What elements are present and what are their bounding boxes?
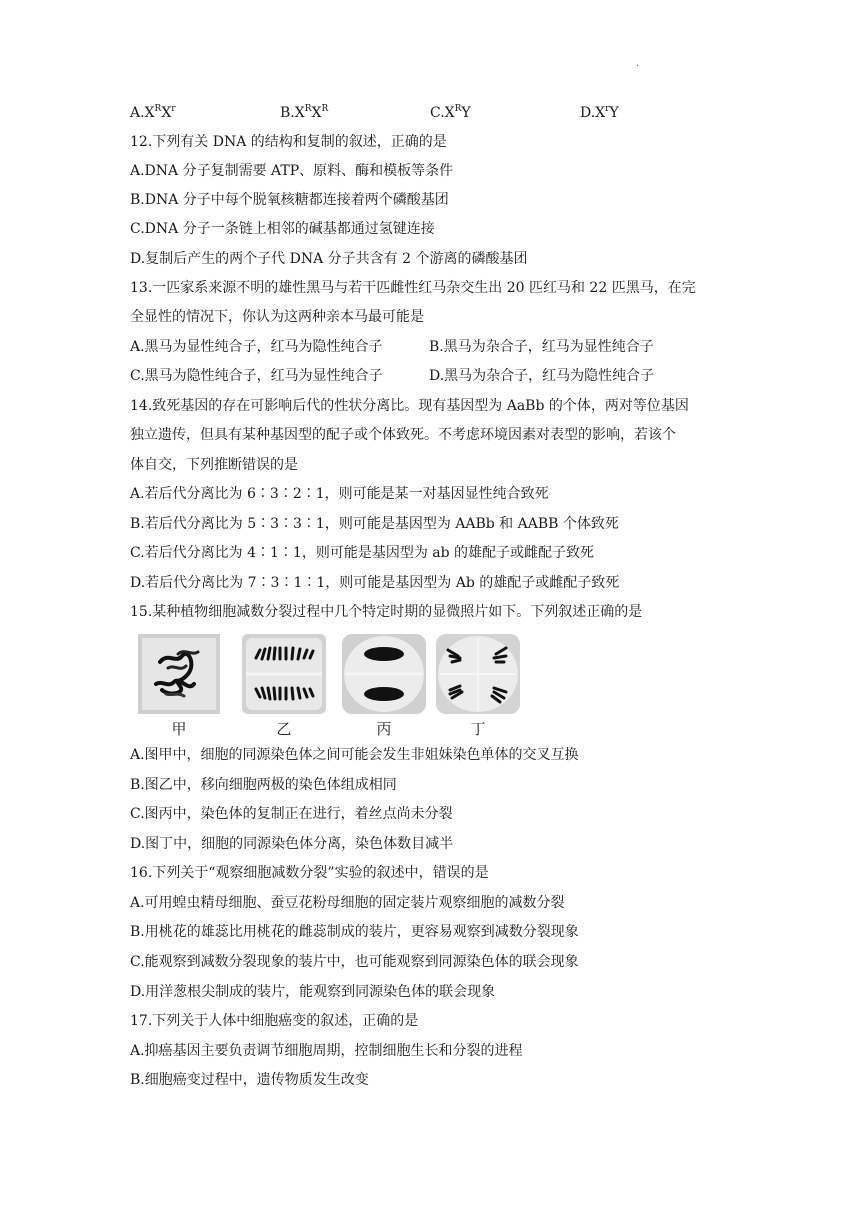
q14-option-d: D.若后代分离比为 7∶3∶1∶1，则可能是基因型为 Ab 的雄配子或雌配子致死 [130,575,620,591]
q17-option-b: B.细胞癌变过程中，遗传物质发生改变 [130,1072,369,1088]
q17-option-a: A.抑癌基因主要负责调节细胞周期，控制细胞生长和分裂的进程 [130,1043,523,1059]
q12-stem: 12.下列有关 DNA 的结构和复制的叙述，正确的是 [130,134,447,150]
q14-option-b: B.若后代分离比为 5∶3∶3∶1，则可能是基因型为 AABb 和 AABB 个体致死 [130,516,619,532]
q13-stem-line1: 13.一匹家系来源不明的雄性黑马与若干匹雌性红马杂交生出 20 匹红马和 22 匹黑马，在完 [130,280,696,296]
q13-option-d: D.黑马为杂合子，红马为隐性纯合子 [429,368,655,384]
q12-option-c: C.DNA 分子一条链上相邻的碱基都通过氢键连接 [130,221,435,237]
q11-option-b: $B.X^RX^R$ [280,104,329,121]
q14-stem-line1: 14.致死基因的存在可影响后代的性状分离比。现有基因型为 AaBb 的个体，两对等位基因 [130,398,689,414]
q17-stem: 17.下列关于人体中细胞癌变的叙述，正确的是 [130,1013,419,1029]
q15-option-a: A.图甲中，细胞的同源染色体之间可能会发生非姐妹染色单体的交叉互换 [130,747,579,763]
q16-option-a: A.可用蝗虫精母细胞、蚕豆花粉母细胞的固定装片观察细胞的减数分裂 [130,895,565,911]
q16-option-d: D.用洋葱根尖制成的装片，能观察到同源染色体的联会现象 [130,984,496,1000]
header-dot: . [636,58,640,69]
q12-option-d: D.复制后产生的两个子代 DNA 分子共含有 2 个游离的磷酸基团 [130,251,528,267]
q13-option-b: B.黑马为杂合子，红马为显性纯合子 [429,339,654,355]
caption-yi: 乙 [276,720,292,738]
caption-jia: 甲 [171,720,187,738]
q15-option-b: B.图乙中，移向细胞两极的染色体组成相同 [130,777,397,793]
micrograph-jia [138,634,220,714]
micrograph-yi [242,634,326,714]
q16-option-b: B.用桃花的雄蕊比用桃花的雌蕊制成的装片，更容易观察到减数分裂现象 [130,924,579,940]
q13-stem-line2: 全显性的情况下，你认为这两种亲本马最可能是 [130,309,424,325]
q11-option-a: $A.X^RX^r$ [130,104,176,121]
q13-option-a: A.黑马为显性纯合子，红马为隐性纯合子 [130,339,383,355]
q16-option-c: C.能观察到减数分裂现象的装片中，也可能观察到同源染色体的联会现象 [130,954,579,970]
caption-bing: 丙 [376,720,392,738]
q15-option-d: D.图丁中，细胞的同源染色体分离，染色体数目减半 [130,836,454,852]
q13-option-c: C.黑马为隐性纯合子，红马为显性纯合子 [130,368,383,384]
q15-stem: 15.某种植物细胞减数分裂过程中几个特定时期的显微照片如下。下列叙述正确的是 [130,604,643,620]
q14-stem-line3: 体自交，下列推断错误的是 [130,457,298,473]
q11-option-c: $C.X^RY$ [430,104,471,121]
q15-option-c: C.图丙中，染色体的复制正在进行，着丝点尚未分裂 [130,806,453,822]
q16-stem: 16.下列关于“观察细胞减数分裂”实验的叙述中，错误的是 [130,865,489,881]
caption-ding: 丁 [470,720,486,738]
q14-stem-line2: 独立遗传，但具有某种基因型的配子或个体致死。不考虑环境因素对表型的影响，若该个 [130,427,676,443]
q11-option-d: $D.X^rY$ [580,104,619,121]
q14-option-c: C.若后代分离比为 4∶1∶1，则可能是基因型为 ab 的雄配子或雌配子致死 [130,545,595,561]
q14-option-a: A.若后代分离比为 6∶3∶2∶1，则可能是某一对基因显性纯合致死 [130,486,549,502]
q12-option-a: A.DNA 分子复制需要 ATP、原料、酶和模板等条件 [130,163,454,179]
q12-option-b: B.DNA 分子中每个脱氧核糖都连接着两个磷酸基团 [130,192,449,208]
micrograph-bing [342,634,426,714]
micrograph-figures [130,630,610,742]
micrograph-ding [436,634,520,714]
